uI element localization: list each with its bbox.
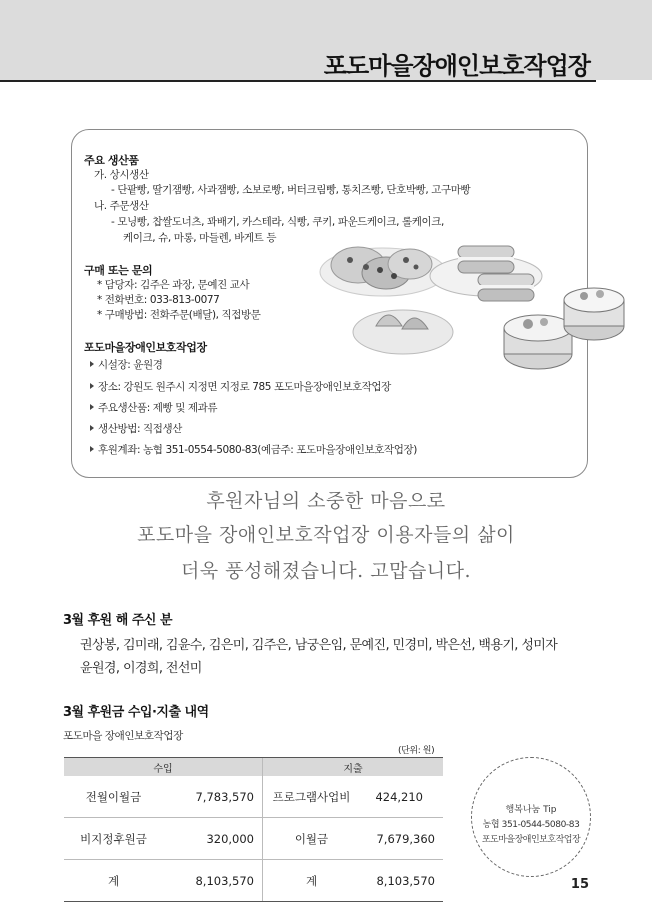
income-label: 비지정후원금 [64, 818, 163, 860]
bullet-arrow-icon [90, 425, 94, 431]
facility-item: 주요생산품: 제빵 및 제과류 [90, 400, 217, 415]
table-header-row [64, 758, 443, 777]
income-value: 8,103,570 [163, 860, 263, 902]
bullet-arrow-icon [90, 361, 94, 367]
donors-heading: 3월 후원 해 주신 분 [63, 613, 173, 628]
finance-org: 포도마을 장애인보호작업장 [63, 730, 183, 742]
expense-value: 7,679,360 [360, 818, 443, 860]
regular-label: 가. 상시생산 [94, 169, 149, 181]
bakery-products-image [318, 236, 634, 374]
tip-holder: 포도마을장애인보호작업장 [481, 835, 581, 845]
unit-label: (단위: 원) [398, 746, 435, 756]
bullet-arrow-icon [90, 404, 94, 410]
table-row [64, 818, 443, 860]
finance-table [64, 757, 443, 902]
order-items-continued: 케이크, 슈, 마롱, 마들렌, 바게트 등 [123, 232, 277, 244]
income-value: 7,783,570 [163, 776, 263, 818]
thanks-line: 포도마을 장애인보호작업장 이용자들의 삶이 [137, 524, 515, 546]
bullet-arrow-icon [90, 383, 94, 389]
thanks-line: 후원자님의 소중한 마음으로 [206, 490, 446, 512]
donor-list-continued: 윤원경, 이경희, 전선미 [80, 661, 202, 676]
regular-items: - 단팥빵, 딸기잼빵, 사과잼빵, 소보로빵, 버터크림빵, 통치즈빵, 단호박빵, 고구마빵 [111, 184, 471, 196]
expense-label: 계 [263, 860, 361, 902]
donor-list: 권상봉, 김미래, 김윤수, 김은미, 김주은, 남궁은임, 문예진, 민경미, 박은선, 백용기, 성미자 [80, 638, 558, 653]
contact-method: * 구매방법: 전화주문(배달), 직접방문 [97, 309, 261, 321]
donation-tip-circle [471, 757, 591, 877]
bullet-arrow-icon [90, 446, 94, 452]
income-header: 수입 [64, 758, 263, 777]
tip-account: 농협 351-0544-5080-83 [482, 820, 580, 830]
page-title: 포도마을장애인보호작업장 [323, 52, 590, 80]
tip-title: 행복나눔 Tip [505, 805, 557, 815]
facility-heading: 포도마을장애인보호작업장 [84, 341, 207, 354]
order-items: - 모닝빵, 찹쌀도너츠, 꽈배기, 카스테라, 식빵, 쿠키, 파운드케이크, 롤케이크, [111, 216, 444, 228]
expense-header: 지출 [263, 758, 444, 777]
facility-item: 시설장: 윤원경 [90, 357, 163, 372]
expense-value: 424,210 [360, 776, 443, 818]
contact-heading: 구매 또는 문의 [84, 264, 153, 277]
expense-label: 프로그램사업비 [263, 776, 361, 818]
expense-value: 8,103,570 [360, 860, 443, 902]
income-value: 320,000 [163, 818, 263, 860]
facility-item: 후원계좌: 농협 351-0554-5080-83(예금주: 포도마을장애인보호작업장) [90, 442, 417, 457]
contact-person: * 담당자: 김주은 과장, 문예진 교사 [97, 279, 250, 291]
page-number: 15 [570, 877, 589, 892]
products-heading: 주요 생산품 [84, 154, 139, 167]
contact-phone: * 전화번호: 033-813-0077 [97, 294, 220, 306]
income-label: 전월이월금 [64, 776, 163, 818]
finance-heading: 3월 후원금 수입·지출 내역 [63, 705, 209, 720]
income-label: 계 [64, 860, 163, 902]
facility-item: 장소: 강원도 원주시 지정면 지정로 785 포도마을장애인보호작업장 [90, 379, 391, 394]
table-row [64, 860, 443, 902]
thanks-line: 더욱 풍성해졌습니다. 고맙습니다. [180, 560, 472, 582]
facility-item: 생산방법: 직접생산 [90, 421, 182, 436]
expense-label: 이월금 [263, 818, 361, 860]
header-rule [0, 80, 596, 82]
order-label: 나. 주문생산 [94, 200, 149, 212]
table-row [64, 776, 443, 818]
